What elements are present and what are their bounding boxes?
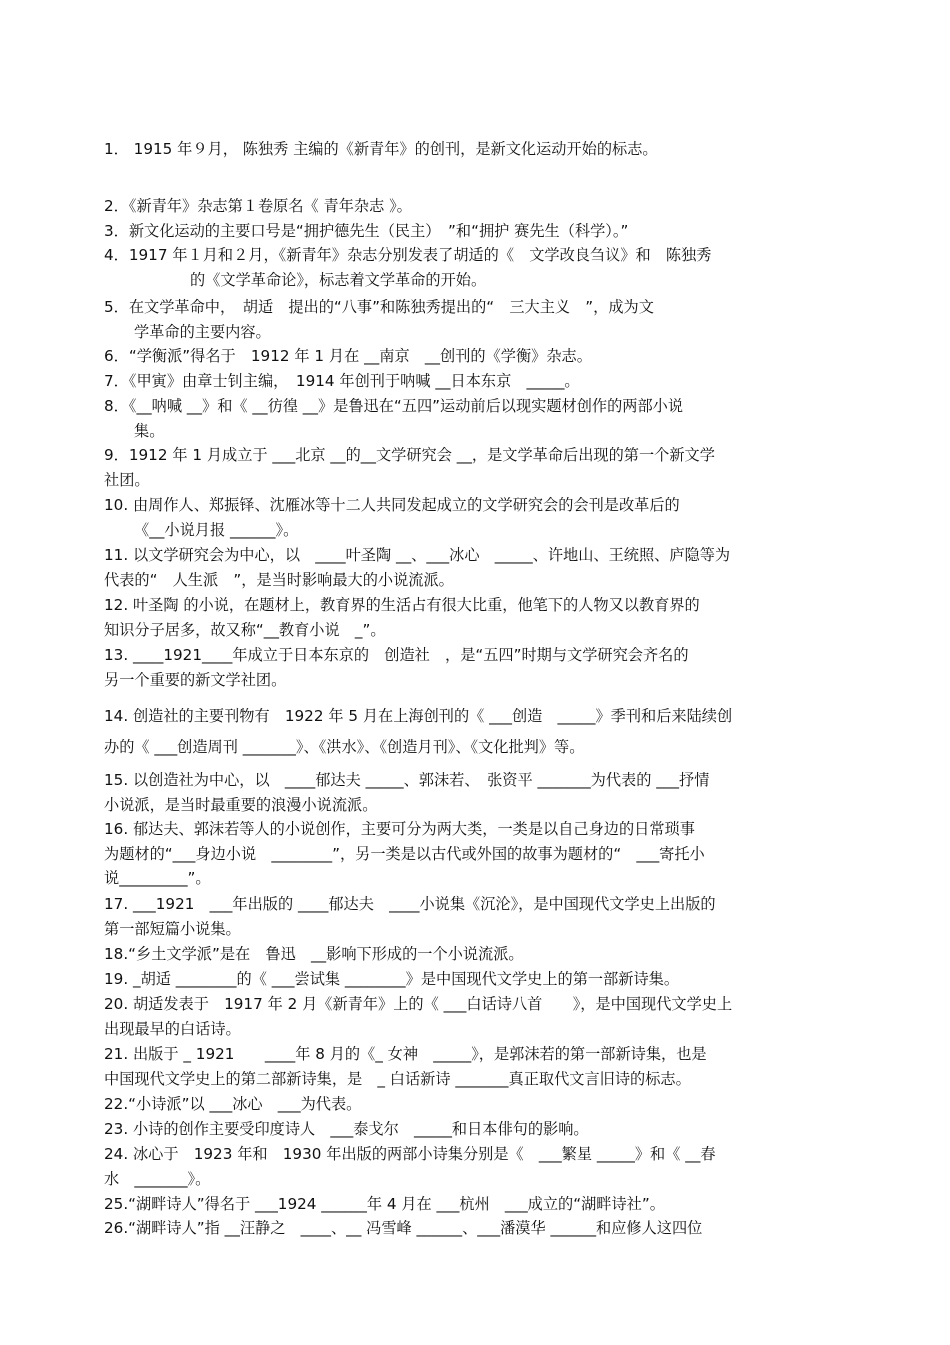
- question-line: 5．在文学革命中， 胡适 提出的“八事”和陈独秀提出的“ 三大主义 ”，成为文: [104, 298, 654, 316]
- question-line: 10. 由周作人、郑振铎、沈雁冰等十二人共同发起成立的文学研究会的会刊是改革后的: [104, 496, 680, 514]
- question-line: 9．1912 年 1 月成立于 ___北京 __的__文学研究会 __，是文学革命后出现的第一个新文学: [104, 446, 715, 464]
- question-line: 集。: [134, 421, 165, 440]
- question-line: 18.“乡土文学派”是在 鲁迅 __影响下形成的一个小说流派。: [104, 945, 524, 963]
- question-24: [104, 1142, 852, 1191]
- question-line: 1． 1915 年９月， 陈独秀 主编的《新青年》的创刊，是新文化运动开始的标志。: [104, 140, 658, 158]
- question-15: [104, 768, 852, 817]
- question-line: 社团。: [104, 470, 150, 489]
- question-13: [104, 643, 852, 692]
- question-line: 的《文学革命论》，标志着文学革命的开始。: [190, 270, 487, 289]
- question-22: [104, 1092, 852, 1117]
- question-20: [104, 992, 852, 1041]
- question-line: 16. 郁达夫、郭沫若等人的小说创作，主要可分为两大类，一类是以自己身边的日常琐事: [104, 820, 695, 838]
- question-line: 代表的“ 人生派 ”，是当时影响最大的小说流派。: [104, 570, 454, 589]
- question-line: 6．“学衡派”得名于 1912 年 1 月在 __南京 __创刊的《学衡》杂志。: [104, 347, 592, 365]
- question-line: 另一个重要的新文学社团。: [104, 670, 287, 689]
- question-line: 24. 冰心于 1923 年和 1930 年出版的两部小诗集分别是《 ___繁星 _____》和《 __春: [104, 1145, 716, 1163]
- question-23: [104, 1117, 852, 1142]
- question-line: 学革命的主要内容。: [134, 322, 271, 341]
- question-2: [104, 194, 852, 219]
- question-line: 26.“湖畔诗人”指 __汪静之 ____、__ 冯雪峰 ______、___潘漠华 ______和应修人这四位: [104, 1219, 703, 1237]
- question-10: [104, 493, 852, 542]
- question-line: 15. 以创造社为中心，以 ____郁达夫 _____、郭沫若、 张资平 _______为代表的 ___抒情: [104, 771, 710, 789]
- question-12: [104, 593, 852, 642]
- question-line: 4．1917 年１月和２月，《新青年》杂志分别发表了胡适的《 文学改良刍议》和 陈独秀: [104, 246, 712, 264]
- question-7: [104, 369, 852, 394]
- question-line: 22.“小诗派”以 ___冰心 ___为代表。: [104, 1095, 362, 1113]
- question-line: 23. 小诗的创作主要受印度诗人 ___泰戈尔 _____和日本俳句的影响。: [104, 1120, 589, 1138]
- question-line: 17. ___1921 ___年出版的 ____郁达夫 ____小说集《沉沦》，是中国现代文学史上出版的: [104, 895, 716, 913]
- question-line: 说_________”。: [104, 869, 211, 887]
- question-19: [104, 967, 852, 992]
- question-8: [104, 394, 852, 443]
- question-line: 7．《甲寅》由章士钊主编， 1914 年创刊于呐喊 __日本东京 _____。: [104, 372, 580, 390]
- question-line: 知识分子居多，故又称“__教育小说 _”。: [104, 620, 386, 639]
- question-21: [104, 1042, 852, 1091]
- question-line: 水 _______》。: [104, 1169, 211, 1188]
- question-line: 3．新文化运动的主要口号是“拥护德先生（民主） ”和“拥护 赛先生（科学）。”: [104, 222, 629, 240]
- question-6: [104, 344, 852, 369]
- question-26: [104, 1216, 852, 1241]
- question-line: 小说派，是当时最重要的浪漫小说流派。: [104, 795, 378, 814]
- question-line: 12. 叶圣陶 的小说，在题材上，教育界的生活占有很大比重，他笔下的人物又以教育界的: [104, 596, 700, 614]
- question-line: 为题材的“___身边小说 ________”，另一类是以古代或外国的故事为题材的“ ___寄托小: [104, 844, 705, 863]
- question-25: [104, 1192, 852, 1217]
- question-17: [104, 892, 852, 941]
- question-9: [104, 443, 852, 492]
- question-line: 出现最早的白话诗。: [104, 1019, 241, 1038]
- question-11: [104, 543, 852, 592]
- question-4: [104, 243, 852, 292]
- question-line: 11. 以文学研究会为中心，以 ____叶圣陶 __、___冰心 _____、许地山、王统照、庐隐等为: [104, 546, 731, 564]
- question-5: [104, 295, 852, 344]
- question-14: [104, 704, 852, 759]
- question-18: [104, 942, 852, 967]
- question-16: [104, 817, 852, 891]
- question-line: 14. 创造社的主要刊物有 1922 年 5 月在上海创刊的《 ___创造 _____》季刊和后来陆续创: [104, 707, 733, 725]
- question-line: 19. _胡适 ________的《 ___尝试集 ________》是中国现代文学史上的第一部新诗集。: [104, 970, 680, 988]
- question-line: 中国现代文学史上的第二部新诗集，是 _ 白话新诗 _______真正取代文言旧诗的标志。: [104, 1069, 691, 1088]
- question-line: 13. ____1921____年成立于日本东京的 创造社 ，是“五四”时期与文学研究会齐名的: [104, 646, 689, 664]
- question-line: 第一部短篇小说集。: [104, 919, 241, 938]
- question-line: 20. 胡适发表于 1917 年 2 月《新青年》上的《 ___白话诗八首 》，是中国现代文学史上: [104, 995, 733, 1013]
- question-3: [104, 219, 852, 244]
- question-line: 2．《新青年》杂志第１卷原名《 青年杂志 》。: [104, 197, 412, 215]
- question-line: 21. 出版于 _ 1921 ____年 8 月的《_ 女神 _____》，是郭沫若的第一部新诗集，也是: [104, 1045, 707, 1063]
- question-line: 8．《__呐喊 __》和《 __彷徨 __》是鲁迅在“五四”运动前后以现实题材创作的两部小说: [104, 397, 684, 415]
- question-line: 25.“湖畔诗人”得名于 ___1924 ______年 4 月在 ___杭州 ___成立的“湖畔诗社”。: [104, 1195, 665, 1213]
- question-line: 《__小说月报 ______》。: [134, 520, 299, 539]
- question-line: 办的《 ___创造周刊 _______》、《洪水》、《创造月刊》、《文化批判》等。: [104, 737, 585, 756]
- question-1: [104, 137, 852, 162]
